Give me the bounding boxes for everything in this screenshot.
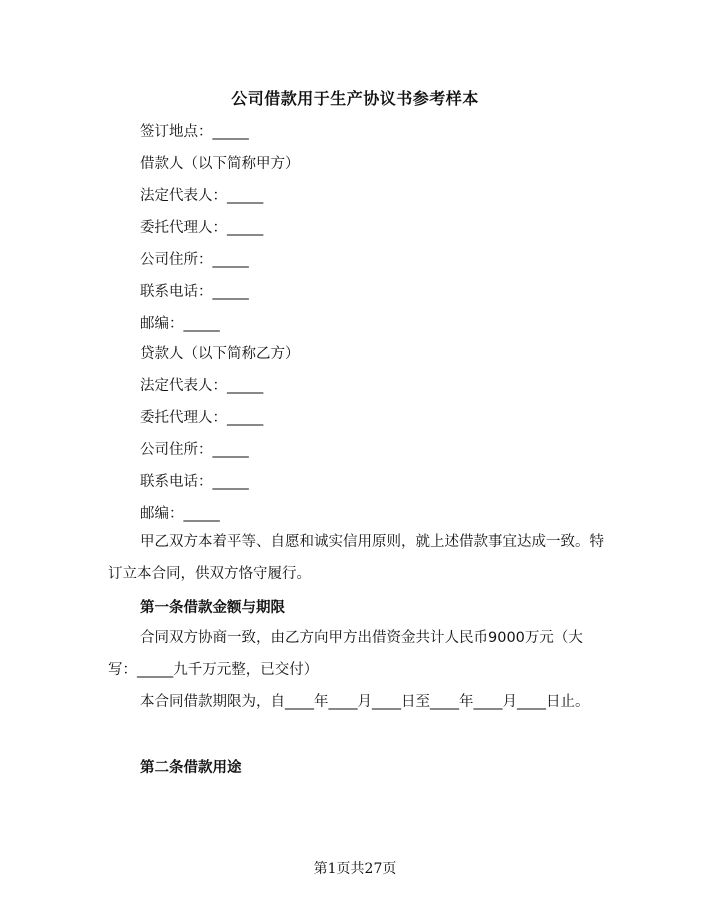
article2-heading: 第二条借款用途 [140,760,242,776]
field-borrower: 借款人（以下简称甲方） [140,156,300,172]
field-lender-legal-rep: 法定代表人：_____ [140,378,264,394]
field-lender-agent: 委托代理人：_____ [140,410,264,426]
article1-paragraph-term: 本合同借款期限为，自____年____月____日至____年____月____日止。 [140,694,590,710]
page-footer: 第1页共27页 [313,861,397,877]
field-borrower-agent: 委托代理人：_____ [140,220,264,236]
field-lender-postcode: 邮编：_____ [140,506,220,522]
field-borrower-legal-rep: 法定代表人：_____ [140,188,264,204]
field-lender: 贷款人（以下简称乙方） [140,346,300,362]
article1-heading: 第一条借款金额与期限 [140,600,285,616]
document-title: 公司借款用于生产协议书参考样本 [231,89,479,108]
field-signing-place: 签订地点：_____ [140,124,249,140]
intro-paragraph: 甲乙双方本着平等、自愿和诚实信用原则，就上述借款事宜达成一致。特订立本合同，供双方恪守履行。 [108,534,604,582]
article1-paragraph-amount: 合同双方协商一致，由乙方向甲方出借资金共计人民币9000万元（大写：_____九千万元整，已交付） [108,630,583,678]
field-lender-phone: 联系电话：_____ [140,474,249,490]
field-borrower-address: 公司住所：_____ [140,252,249,268]
field-lender-address: 公司住所：_____ [140,442,249,458]
field-borrower-postcode: 邮编：_____ [140,316,220,332]
field-borrower-phone: 联系电话：_____ [140,284,249,300]
